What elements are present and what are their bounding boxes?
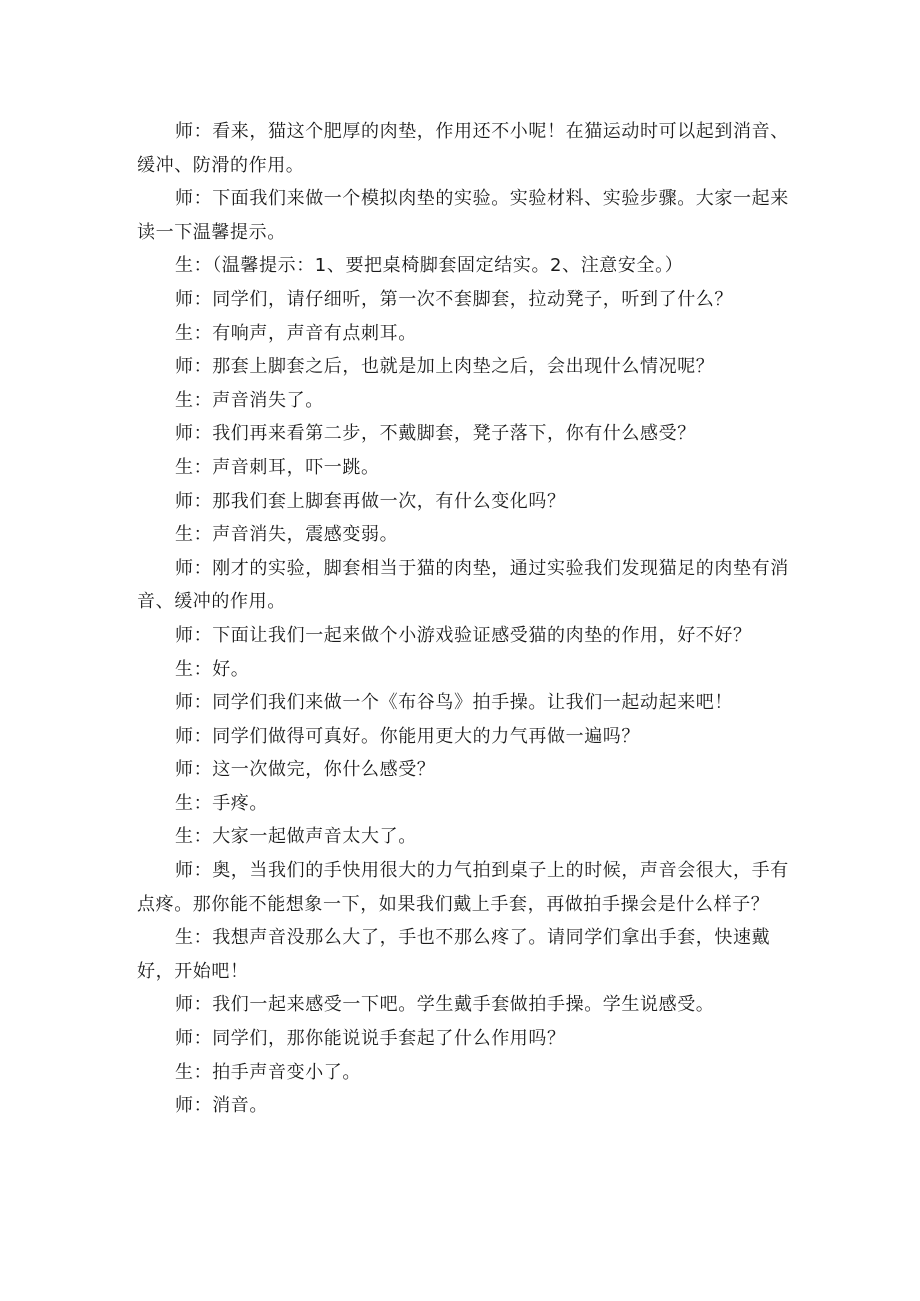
paragraph: 师：同学们我们来做一个《布谷鸟》拍手操。让我们一起动起来吧！ [175,692,733,714]
paragraph: 生：（温馨提示：1、要把桌椅脚套固定结实。2、注意安全。） [175,255,684,277]
paragraph: 师：那我们套上脚套再做一次，有什么变化吗？ [175,490,566,512]
paragraph: 师：奥，当我们的手快用很大的力气拍到桌子上的时候，声音会很大，手有点疼。那你能不能想象一下，如果我们戴上手套，再做拍手操会是什么样子？ [137,860,789,915]
paragraph: 师：我们再来看第二步，不戴脚套，凳子落下，你有什么感受？ [175,423,696,445]
paragraph: 生：拍手声音变小了。 [175,1061,361,1083]
paragraph: 生：手疼。 [175,792,268,814]
paragraph: 生：我想声音没那么大了，手也不那么疼了。请同学们拿出手套，快速戴好，开始吧！ [137,927,771,982]
paragraph: 师：同学们做得可真好。你能用更大的力气再做一遍吗？ [175,725,640,747]
paragraph: 师：这一次做完，你什么感受？ [175,759,436,781]
paragraph: 生：大家一起做声音太大了。 [175,826,417,848]
paragraph: 生：声音刺耳，吓一跳。 [175,456,380,478]
paragraph: 师：下面让我们一起来做个小游戏验证感受猫的肉垫的作用，好不好？ [175,624,752,646]
paragraph: 生：好。 [175,658,250,680]
paragraph: 生：声音消失，震感变弱。 [175,524,399,546]
paragraph: 师：同学们，那你能说说手套起了什么作用吗？ [175,1028,566,1050]
paragraph: 生：声音消失了。 [175,389,324,411]
paragraph: 师：我们一起来感受一下吧。学生戴手套做拍手操。学生说感受。 [175,994,715,1016]
paragraph: 师：同学们，请仔细听，第一次不套脚套，拉动凳子，听到了什么？ [175,288,733,310]
paragraph: 师：看来，猫这个肥厚的肉垫，作用还不小呢！在猫运动时可以起到消音、缓冲、防滑的作用。 [137,121,789,176]
paragraph: 师：下面我们来做一个模拟肉垫的实验。实验材料、实验步骤。大家一起来读一下温馨提示。 [137,188,789,243]
paragraph: 师：消音。 [175,1095,268,1117]
paragraph: 生：有响声，声音有点刺耳。 [175,322,417,344]
paragraph: 师：刚才的实验，脚套相当于猫的肉垫，通过实验我们发现猫足的肉垫有消音、缓冲的作用。 [137,557,789,613]
dialogue-text [137,115,797,1123]
paragraph: 师：那套上脚套之后，也就是加上肉垫之后，会出现什么情况呢？ [175,356,715,378]
